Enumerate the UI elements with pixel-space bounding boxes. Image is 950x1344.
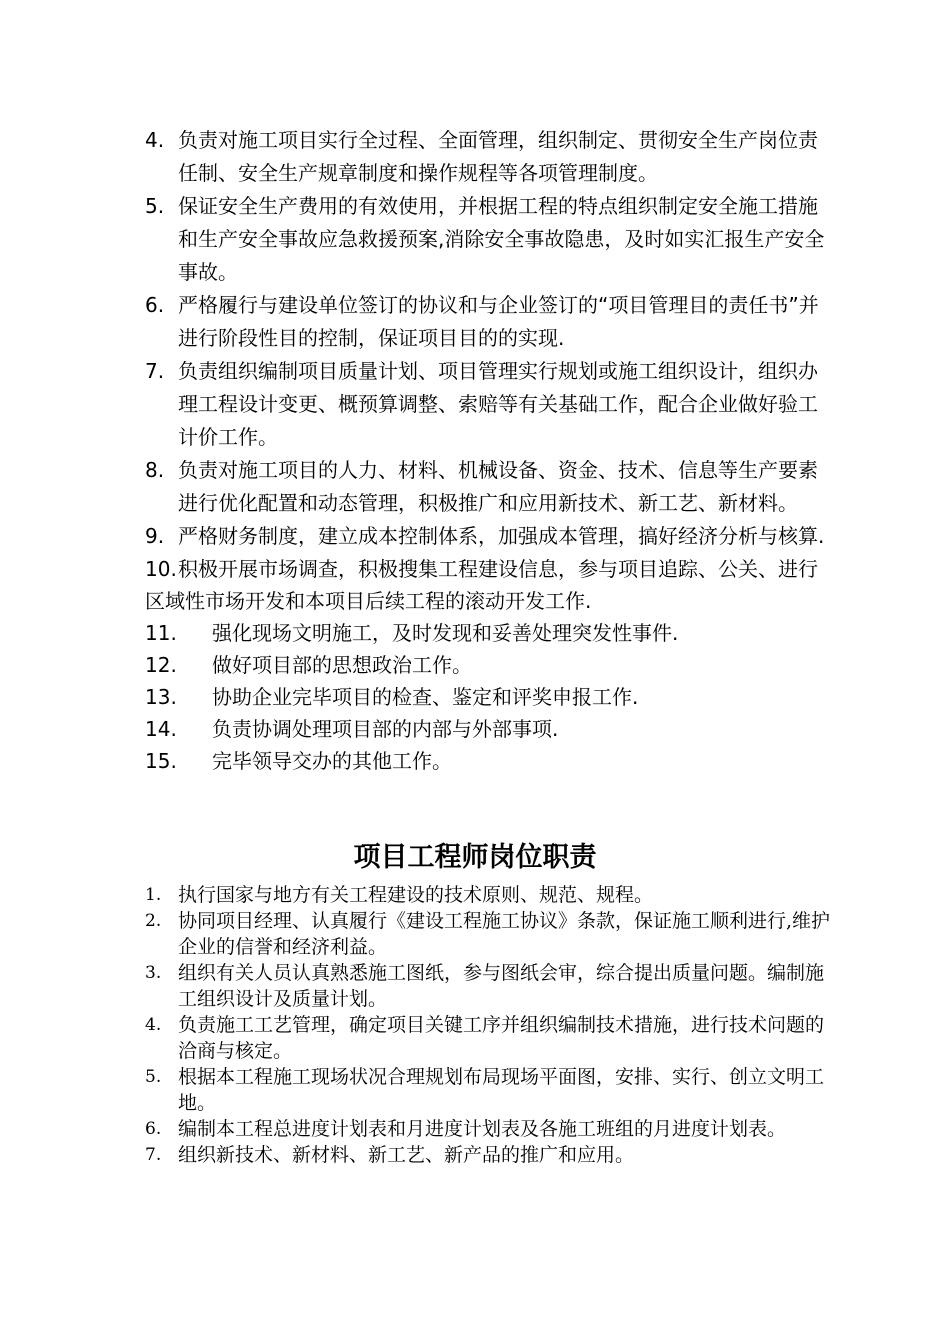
item-number: 6. <box>145 1119 162 1139</box>
item-text: 组织新技术、新材料、新工艺、新产品的推广和应用。 <box>178 1144 635 1166</box>
list-item <box>145 908 835 960</box>
item-text: 负责对施工项目实行全过程、全面管理，组织制定、贯彻安全生产岗位责任制、安全生产规章制度和操作规程等各项管理制度。 <box>178 128 818 185</box>
item-number: 3. <box>145 963 162 983</box>
list-item <box>145 355 835 454</box>
item-number: 7. <box>145 359 165 383</box>
list-item <box>145 454 835 520</box>
item-number: 5. <box>145 194 165 218</box>
item-text: 完毕领导交办的其他工作。 <box>212 749 452 773</box>
item-text: 严格履行与建设单位签订的协议和与企业签订的“项目管理目的责任书”并进行阶段性目的控制，保证项目目的的实现. <box>178 293 819 350</box>
item-text: 保证安全生产费用的有效使用，并根据工程的特点组织制定安全施工措施和生产安全事故应急救援预案,消除安全事故隐患，及时如实汇报生产安全事故。 <box>178 194 825 284</box>
item-text: 执行国家与地方有关工程建设的技术原则、规范、规程。 <box>178 884 654 906</box>
item-text: 负责协调处理项目部的内部与外部事项. <box>212 717 559 741</box>
list-item <box>145 745 835 777</box>
list-item <box>145 190 835 289</box>
list-item <box>145 1012 835 1064</box>
item-number: 2. <box>145 911 162 931</box>
list-item <box>145 681 835 713</box>
item-text: 负责组织编制项目质量计划、项目管理实行规划或施工组织设计，组织办理工程设计变更、概预算调整、索赔等有关基础工作，配合企业做好验工计价工作。 <box>178 359 818 449</box>
item-text: 强化现场文明施工，及时发现和妥善处理突发性事件. <box>212 621 679 645</box>
item-text: 做好项目部的思想政治工作。 <box>212 653 472 677</box>
item-text: 组织有关人员认真熟悉施工图纸，参与图纸会审，综合提出质量问题。编制施工组织设计及质量计划。 <box>178 962 825 1010</box>
item-number: 6. <box>145 293 165 317</box>
item-number: 13. <box>145 685 177 709</box>
list-item <box>145 1142 835 1168</box>
item-number: 4. <box>145 1015 162 1035</box>
item-text: 编制本工程总进度计划表和月进度计划表及各施工班组的月进度计划表。 <box>178 1118 787 1140</box>
item-text: 协助企业完毕项目的检查、鉴定和评奖申报工作. <box>212 685 639 709</box>
section-title: 项目工程师岗位职责 <box>353 842 597 873</box>
item-text: 根据本工程施工现场状况合理规划布局现场平面图，安排、实行、创立文明工地。 <box>178 1066 825 1114</box>
item-text: 积极开展市场调查，积极搜集工程建设信息，参与项目追踪、公关、进行区域性市场开发和本项目后续工程的滚动开发工作. <box>145 557 818 613</box>
list-item <box>145 617 835 649</box>
item-number: 4. <box>145 128 165 152</box>
item-number: 1. <box>145 885 162 905</box>
item-number: 10. <box>145 557 177 581</box>
item-number: 11. <box>145 621 177 645</box>
list-item <box>145 960 835 1012</box>
list-item <box>145 520 835 553</box>
list-item <box>145 124 835 190</box>
list-item <box>145 713 835 745</box>
item-text: 负责施工工艺管理，确定项目关键工序并组织编制技术措施，进行技术问题的洽商与核定。 <box>178 1014 825 1062</box>
item-number: 12. <box>145 653 177 677</box>
list-item <box>145 649 835 681</box>
list-item <box>145 289 835 355</box>
item-number: 14. <box>145 717 177 741</box>
item-number: 15. <box>145 749 177 773</box>
responsibility-list-manager <box>145 124 835 777</box>
item-number: 8. <box>145 458 165 482</box>
responsibility-list-engineer <box>145 882 835 1168</box>
list-item <box>145 553 835 617</box>
item-text: 协同项目经理、认真履行《建设工程施工协议》条款，保证施工顺利进行,维护企业的信誉和经济利益。 <box>178 910 831 958</box>
item-number: 7. <box>145 1145 162 1165</box>
list-item <box>145 1064 835 1116</box>
list-item <box>145 882 835 908</box>
item-text: 严格财务制度，建立成本控制体系，加强成本管理，搞好经济分析与核算. <box>178 524 825 548</box>
item-number: 9. <box>145 524 165 548</box>
item-text: 负责对施工项目的人力、材料、机械设备、资金、技术、信息等生产要素进行优化配置和动态管理，积极推广和应用新技术、新工艺、新材料。 <box>178 458 818 515</box>
item-number: 5. <box>145 1067 162 1087</box>
list-item <box>145 1116 835 1142</box>
